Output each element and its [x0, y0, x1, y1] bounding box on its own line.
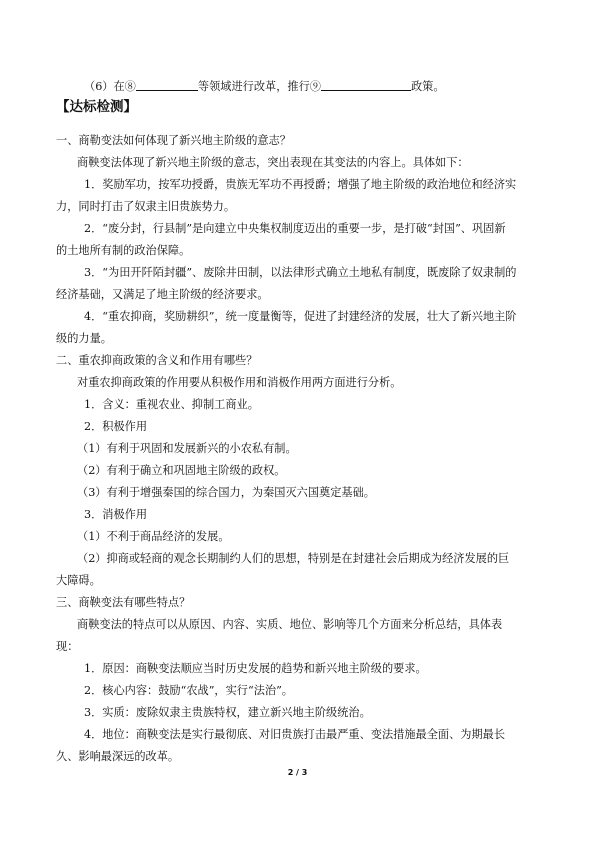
q3-s4b: 久、影响最深远的改革。: [56, 750, 180, 763]
q2-s2b: （2）有利于确立和巩固地主阶级的政权。: [77, 464, 286, 477]
q3-s1: 1．原因：商鞅变法顺应当时历史发展的趋势和新兴地主阶级的要求。: [84, 662, 427, 675]
page-number: 2 / 3: [287, 768, 308, 777]
q3-intro2: 现：: [56, 640, 79, 653]
q1-p2b: 的土地所有制的政治保障。: [56, 244, 191, 257]
q2-s2c: （3）有利于增强秦国的综合国力，为秦国灭六国奠定基础。: [77, 486, 375, 499]
blank-8[interactable]: [136, 79, 198, 91]
q1-p1a: 1．奖励军功，按军功授爵，贵族无军功不再授爵；增强了地主阶级的政治地位和经济实: [84, 178, 517, 191]
q3-s2: 2．核心内容：鼓励“农战”，实行“法治”。: [84, 684, 293, 697]
blank-9[interactable]: [321, 79, 411, 91]
q1-intro: 商鞅变法体现了新兴地主阶级的意志，突出表现在其变法的内容上。具体如下：: [77, 156, 469, 169]
q3-s4a: 4．地位：商鞅变法是实行最彻底、对旧贵族打击最严重、变法措施最全面、为期最长: [84, 728, 506, 741]
q1-title: 一、商勒变法如何体现了新兴地主阶级的意志？: [56, 134, 291, 147]
q2-s3: 3．消极作用: [84, 508, 148, 521]
fill-middle: 等领域进行改革，推行⑨: [197, 80, 321, 93]
q2-s2: 2．积极作用: [84, 420, 148, 433]
q2-s3b2: 大障碍。: [56, 574, 101, 587]
q2-s2a: （1）有利于巩固和发展新兴的小农私有制。: [77, 442, 297, 455]
fill-in-line-6: [84, 79, 544, 94]
q1-p3b: 经济基础，又满足了地主阶级的经济要求。: [56, 288, 269, 301]
q1-p1b: 力，同时打击了奴隶主旧贵族势力。: [56, 200, 236, 213]
q2-intro: 对重农抑商政策的作用要从积极作用和消极作用两方面进行分析。: [77, 376, 402, 389]
q3-title: 三、商鞅变法有哪些特点？: [56, 596, 191, 609]
q1-p2a: 2．“废分封，行县制”是向建立中央集权制度迈出的重要一步，是打破“封国”、巩固新: [84, 222, 506, 235]
q2-s3b1: （2）抑商或轻商的观念长期制约人们的思想，特别是在封建社会后期成为经济发展的巨: [77, 552, 510, 565]
fill-prefix: （6）在⑧: [84, 80, 136, 93]
q1-p4b: 级的力量。: [56, 332, 112, 345]
q1-p3a: 3．“为田开阡陌封疆”、废除井田制，以法律形式确立土地私有制度，既废除了奴隶制的: [84, 266, 517, 279]
q2-s1: 1．含义：重视农业、抑制工商业。: [84, 398, 259, 411]
q2-s3a: （1）不利于商品经济的发展。: [77, 530, 230, 543]
section-heading: 【达标检测】: [56, 99, 137, 115]
q2-title: 二、重农抑商政策的含义和作用有哪些？: [56, 354, 258, 367]
q3-s3: 3．实质：废除奴隶主贵族特权，建立新兴地主阶级统治。: [84, 706, 371, 719]
q1-p4a: 4．“重农抑商，奖励耕织”，统一度量衡等，促进了封建经济的发展，壮大了新兴地主阶: [84, 310, 517, 323]
fill-suffix: 政策。: [410, 80, 445, 93]
q3-intro1: 商鞅变法的特点可以从原因、内容、实质、地位、影响等几个方面来分析总结，具体表: [77, 618, 503, 631]
